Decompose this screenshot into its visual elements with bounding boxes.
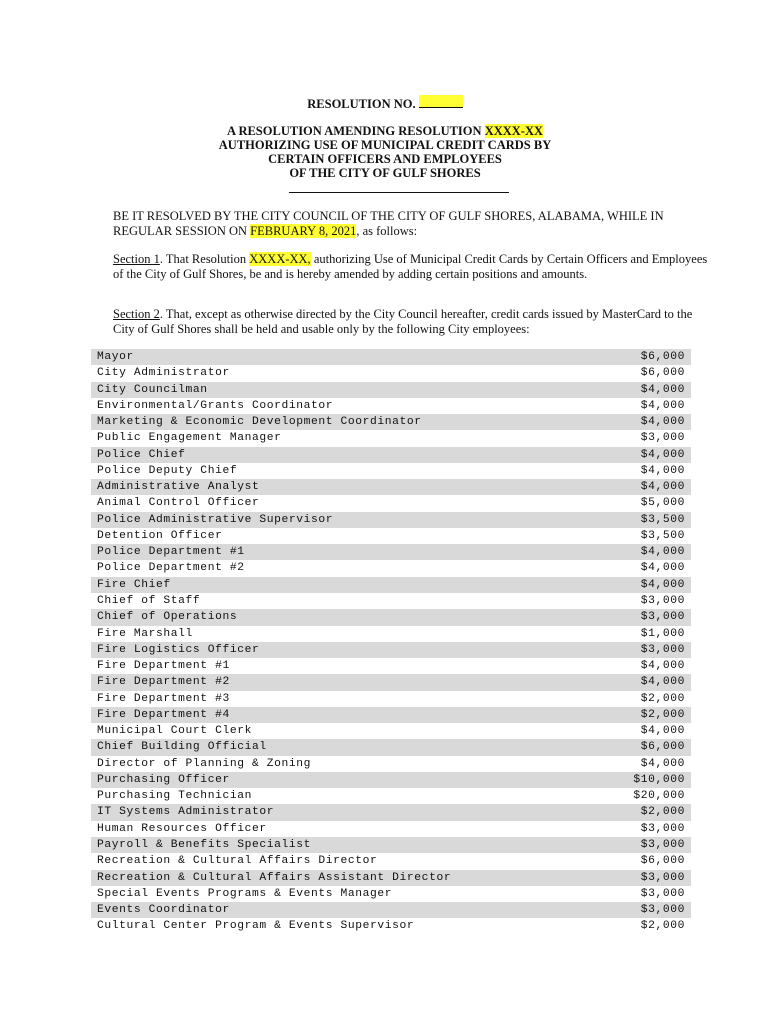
position-title: Purchasing Technician (97, 790, 252, 803)
credit-limit-amount: $4,000 (640, 725, 685, 738)
table-row (91, 707, 691, 723)
heading-line-2: AUTHORIZING USE OF MUNICIPAL CREDIT CARDS BY (218, 138, 552, 152)
position-title: Police Deputy Chief (97, 464, 238, 477)
table-row (91, 626, 691, 642)
credit-limit-amount: $3,000 (640, 594, 685, 607)
table-row (91, 560, 691, 576)
credit-limit-amount: $4,000 (640, 383, 685, 396)
table-row (91, 430, 691, 446)
credit-limit-amount: $3,000 (640, 643, 685, 656)
position-title: Fire Chief (97, 578, 171, 591)
credit-limit-amount: $6,000 (640, 351, 685, 363)
section-2-text: . That, except as otherwise directed by the City Council hereafter, credit cards issued by MasterCard to the City of Gulf Shores shall be held and usable only by the following City employees: (113, 307, 693, 336)
resolution-title (0, 95, 770, 112)
resolution-heading (0, 124, 770, 180)
position-title: City Councilman (97, 383, 208, 396)
section-1-label: Section 1 (113, 252, 160, 266)
credit-limit-amount: $3,000 (640, 887, 685, 900)
credit-limit-amount: $20,000 (633, 790, 685, 803)
position-title: Environmental/Grants Coordinator (97, 399, 334, 412)
credit-limit-amount: $4,000 (640, 660, 685, 673)
table-row (91, 723, 691, 739)
table-row (91, 772, 691, 788)
table-row (91, 902, 691, 918)
position-title: Police Department #2 (97, 562, 245, 575)
credit-limit-amount: $6,000 (640, 367, 685, 380)
table-row (91, 658, 691, 674)
table-row (91, 918, 691, 934)
credit-limit-amount: $4,000 (640, 546, 685, 559)
credit-limit-amount: $4,000 (640, 578, 685, 591)
table-row (91, 593, 691, 609)
resolved-paragraph (91, 209, 713, 238)
section-2-paragraph (91, 307, 713, 336)
credit-limit-amount: $4,000 (640, 676, 685, 689)
credit-limit-amount: $2,000 (640, 806, 685, 819)
position-title: Recreation & Cultural Affairs Assistant Director (97, 871, 452, 884)
table-row (91, 447, 691, 463)
position-title: City Administrator (97, 367, 230, 380)
table-row (91, 577, 691, 593)
position-title: Fire Marshall (97, 627, 193, 640)
table-row (91, 382, 691, 398)
section-1-highlight: XXXX-XX, (249, 252, 311, 266)
table-row (91, 642, 691, 658)
credit-limit-amount: $2,000 (640, 692, 685, 705)
position-title: Fire Logistics Officer (97, 643, 260, 656)
table-row (91, 414, 691, 430)
table-row (91, 853, 691, 869)
table-row (91, 870, 691, 886)
credit-limit-amount: $4,000 (640, 562, 685, 575)
credit-limit-amount: $4,000 (640, 757, 685, 770)
position-title: Chief of Operations (97, 611, 238, 624)
credit-limit-amount: $2,000 (640, 920, 685, 933)
credit-limit-amount: $4,000 (640, 481, 685, 494)
position-title: Director of Planning & Zoning (97, 757, 311, 770)
resolved-text-end: , as follows: (356, 223, 418, 238)
heading-line-3: CERTAIN OFFICERS AND EMPLOYEES (268, 152, 502, 166)
credit-limit-amount: $3,000 (640, 611, 685, 624)
position-title: Purchasing Officer (97, 773, 230, 786)
table-row (91, 821, 691, 837)
position-title: Payroll & Benefits Specialist (97, 838, 311, 851)
position-title: Human Resources Officer (97, 822, 267, 835)
credit-limit-amount: $4,000 (640, 448, 685, 461)
credit-limit-amount: $1,000 (640, 627, 685, 640)
credit-limit-amount: $10,000 (633, 773, 685, 786)
table-row (91, 609, 691, 625)
credit-limit-table (91, 349, 691, 935)
table-row (91, 544, 691, 560)
session-date: FEBRUARY 8, 2021 (250, 223, 357, 238)
position-title: Recreation & Cultural Affairs Director (97, 855, 378, 868)
credit-limit-amount: $3,000 (640, 822, 685, 835)
heading-line-4: OF THE CITY OF GULF SHORES (289, 166, 481, 180)
position-title: Fire Department #3 (97, 692, 230, 705)
table-row (91, 886, 691, 902)
credit-limit-amount: $3,000 (640, 871, 685, 884)
title-text: RESOLUTION NO. (307, 97, 416, 111)
credit-limit-amount: $4,000 (640, 399, 685, 412)
position-title: Cultural Center Program & Events Supervisor (97, 920, 415, 933)
position-title: Police Chief (97, 448, 186, 461)
table-row (91, 691, 691, 707)
resolved-text: BE IT RESOLVED BY THE CITY COUNCIL OF THE CITY OF GULF SHORES, ALABAMA, WHILE IN REGULAR SESSION ON (113, 209, 664, 238)
position-title: Fire Department #4 (97, 708, 230, 721)
position-title: Police Administrative Supervisor (97, 513, 334, 526)
position-title: Marketing & Economic Development Coordinator (97, 416, 422, 429)
position-title: Detention Officer (97, 529, 223, 542)
position-title: Municipal Court Clerk (97, 725, 252, 738)
position-title: Fire Department #1 (97, 660, 230, 673)
table-row (91, 349, 691, 365)
credit-limit-amount: $6,000 (640, 741, 685, 754)
credit-limit-amount: $3,000 (640, 432, 685, 445)
position-title: Chief of Staff (97, 594, 201, 607)
table-row (91, 463, 691, 479)
table-row (91, 674, 691, 690)
credit-limit-amount: $3,500 (640, 513, 685, 526)
heading-highlight: XXXX-XX (484, 124, 544, 138)
position-title: Police Department #1 (97, 546, 245, 559)
heading-line-1-text: A RESOLUTION AMENDING RESOLUTION (226, 124, 482, 138)
position-title: Administrative Analyst (97, 481, 260, 494)
credit-limit-amount: $4,000 (640, 416, 685, 429)
section-1-text-b: authorizing Use of Municipal Credit Cards by Certain Officers and Employees of the City of Gulf Shores, be and is hereby amended by adding certain positions and amounts. (113, 252, 708, 281)
credit-limit-amount: $5,000 (640, 497, 685, 510)
section-1-text-a: . That Resolution (159, 252, 247, 266)
table-row (91, 788, 691, 804)
credit-limit-amount: $3,000 (640, 904, 685, 917)
table-row (91, 512, 691, 528)
position-title: Special Events Programs & Events Manager (97, 887, 393, 900)
position-title: Animal Control Officer (97, 497, 260, 510)
table-row (91, 528, 691, 544)
table-row (91, 804, 691, 820)
table-row (91, 398, 691, 414)
table-row (91, 495, 691, 511)
heading-divider (289, 192, 509, 193)
position-title: Mayor (97, 351, 134, 363)
heading-line-1 (0, 124, 770, 138)
credit-limit-amount: $2,000 (640, 708, 685, 721)
credit-limit-amount: $6,000 (640, 855, 685, 868)
table-row (91, 756, 691, 772)
position-title: Chief Building Official (97, 741, 267, 754)
position-title: Public Engagement Manager (97, 432, 282, 445)
resolution-number-blank (419, 95, 463, 108)
credit-limit-amount: $4,000 (640, 464, 685, 477)
position-title: IT Systems Administrator (97, 806, 275, 819)
credit-limit-amount: $3,500 (640, 529, 685, 542)
table-row (91, 739, 691, 755)
section-1-paragraph (91, 252, 713, 281)
section-2-label: Section 2 (113, 307, 160, 321)
table-row (91, 837, 691, 853)
table-row (91, 479, 691, 495)
position-title: Fire Department #2 (97, 676, 230, 689)
position-title: Events Coordinator (97, 904, 230, 917)
table-row (91, 365, 691, 381)
credit-limit-amount: $3,000 (640, 838, 685, 851)
